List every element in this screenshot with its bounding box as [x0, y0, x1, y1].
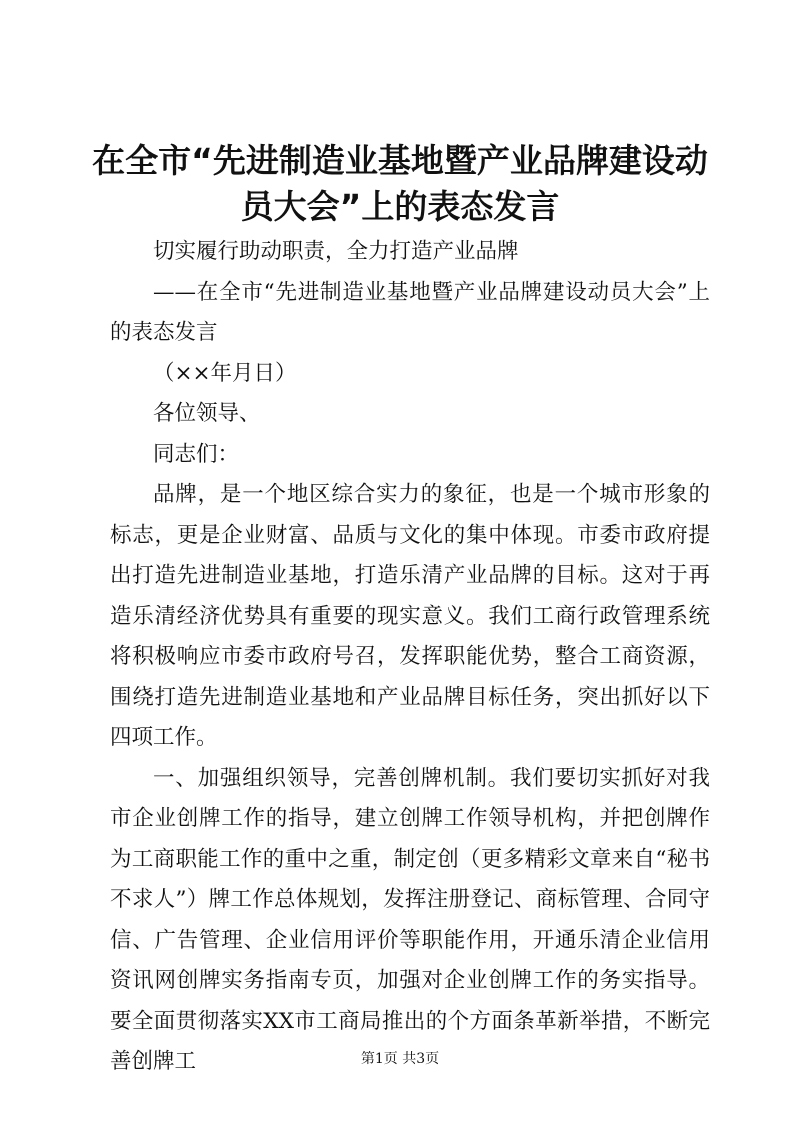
document-title: 在全市“先进制造业基地暨产业品牌建设动员大会”上的表态发言 — [92, 141, 708, 226]
paragraph-section-1: 一、加强组织领导，完善创牌机制。我们要切实抓好对我市企业创牌工作的指导，建立创牌工作领导机构，并把创牌作为工商职能工作的重中之重，制定创（更多精彩文章来自“秘书不求人”）牌工作总体规划，发挥注册登记、商标管理、合同守信、广告管理、企业信用评价等职能作用，开通乐清企业信用资讯网创牌实务指南专页，加强对企业创牌工作的务实指导。要全面贯彻落实XX市工商局推出的个方面条革新举措，不断完善创牌工 — [110, 765, 710, 1074]
subtitle-line-2: ——在全市“先进制造业基地暨产业品牌建设动员大会”上的表态发言 — [110, 279, 710, 345]
subtitle: 切实履行助动职责，全力打造产业品牌 — [153, 239, 519, 264]
page-footer: 第1页 共3页 — [360, 1051, 440, 1067]
salutation-leaders: 各位领导、 — [153, 401, 261, 426]
paragraph-intro: 品牌，是一个地区综合实力的象征，也是一个城市形象的标志，更是企业财富、品质与文化的集中体现。市委市政府提出打造先进制造业基地，打造乐清产业品牌的目标。这对于再造乐清经济优势具有重要的现实意义。我们工商行政管理系统将积极响应市委市政府号召，发挥职能优势，整合工商资源，围绕打造先进制造业基地和产业品牌目标任务，突出抓好以下四项工作。 — [110, 482, 710, 750]
salutation-comrades: 同志们： — [153, 441, 240, 467]
document-body — [110, 232, 710, 1083]
speech-date: （××年月日） — [153, 360, 297, 386]
